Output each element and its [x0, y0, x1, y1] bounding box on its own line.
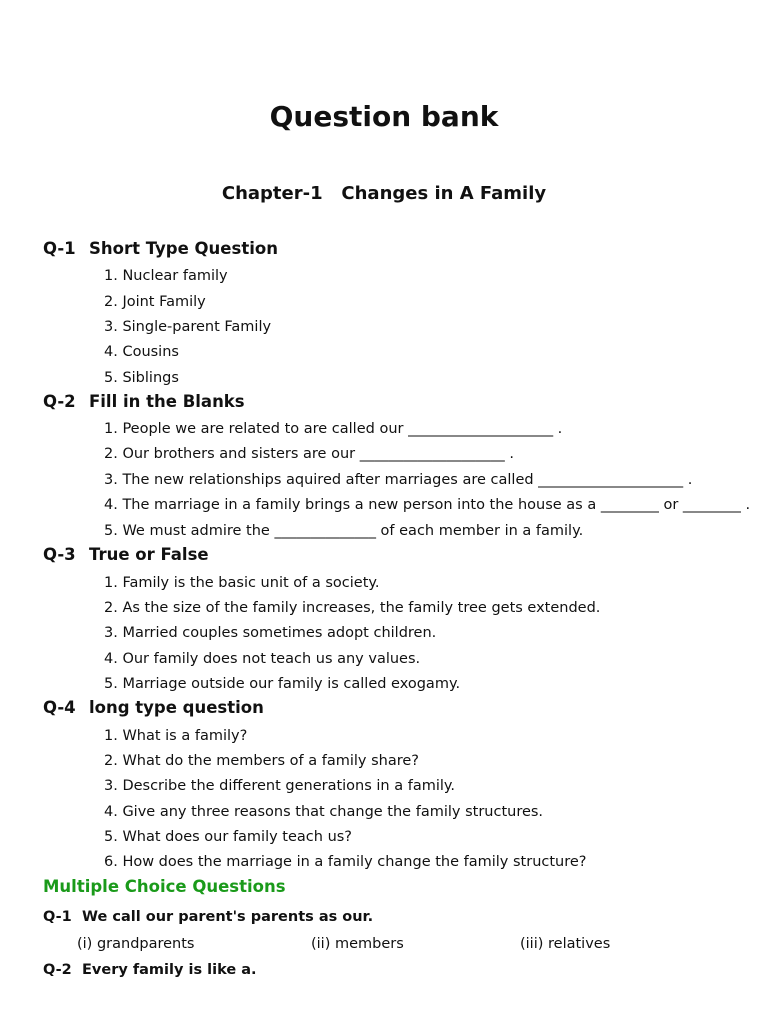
- q4-item: 4. Give any three reasons that change the family structures.: [104, 804, 544, 820]
- q3-title: True or False: [89, 545, 209, 564]
- q4-item: 5. What does our family teach us?: [104, 829, 353, 845]
- q3-item: 1. Family is the basic unit of a society.: [104, 575, 380, 591]
- mcq-q1-text: We call our parent's parents as our.: [82, 909, 374, 925]
- q3-item: 4. Our family does not teach us any values.: [104, 651, 421, 667]
- mcq-q1-option: (iii) relatives: [520, 936, 611, 952]
- q3-item: 5. Marriage outside our family is called exogamy.: [104, 676, 461, 692]
- mcq-q2-number: Q-2: [43, 962, 72, 978]
- mcq-q1-option: (ii) members: [311, 936, 404, 952]
- q4-item: 2. What do the members of a family share?: [104, 753, 419, 769]
- q1-item: 3. Single-parent Family: [104, 319, 272, 335]
- q3-heading: [43, 544, 209, 566]
- q2-item: 1. People we are related to are called our ____________________ .: [104, 421, 563, 437]
- mcq-section-title: Multiple Choice Questions: [43, 877, 286, 896]
- chapter-heading: Chapter-1 Changes in A Family: [221, 183, 547, 204]
- q4-title: long type question: [89, 698, 264, 717]
- q1-heading: [43, 238, 278, 260]
- q2-item: 2. Our brothers and sisters are our ____________________ .: [104, 446, 514, 462]
- mcq-question: [43, 960, 257, 980]
- q2-heading: [43, 391, 245, 413]
- q4-item: 1. What is a family?: [104, 728, 248, 744]
- page-title: Question bank: [269, 100, 499, 133]
- q1-item: 4. Cousins: [104, 344, 179, 360]
- mcq-q2-text: Every family is like a.: [82, 962, 257, 978]
- mcq-question: [43, 907, 373, 927]
- q4-number: Q-4: [43, 698, 76, 717]
- q1-item: 2. Joint Family: [104, 294, 206, 310]
- q1-item: 5. Siblings: [104, 370, 179, 386]
- q4-item: 3. Describe the different generations in a family.: [104, 778, 456, 794]
- q1-title: Short Type Question: [89, 239, 278, 258]
- q2-title: Fill in the Blanks: [89, 392, 245, 411]
- q2-item: 3. The new relationships aquired after marriages are called ____________________ .: [104, 472, 693, 488]
- q2-number: Q-2: [43, 392, 76, 411]
- mcq-q1-number: Q-1: [43, 909, 72, 925]
- q3-item: 3. Married couples sometimes adopt children.: [104, 625, 437, 641]
- q2-item: 4. The marriage in a family brings a new person into the house as a ________ or ________ .: [104, 497, 751, 513]
- q4-item: 6. How does the marriage in a family change the family structure?: [104, 854, 587, 870]
- q1-item: 1. Nuclear family: [104, 268, 228, 284]
- q1-number: Q-1: [43, 239, 76, 258]
- q4-heading: [43, 697, 264, 719]
- q2-item: 5. We must admire the ______________ of each member in a family.: [104, 523, 584, 539]
- mcq-q1-option: (i) grandparents: [77, 936, 195, 952]
- q3-item: 2. As the size of the family increases, the family tree gets extended.: [104, 600, 601, 616]
- q3-number: Q-3: [43, 545, 76, 564]
